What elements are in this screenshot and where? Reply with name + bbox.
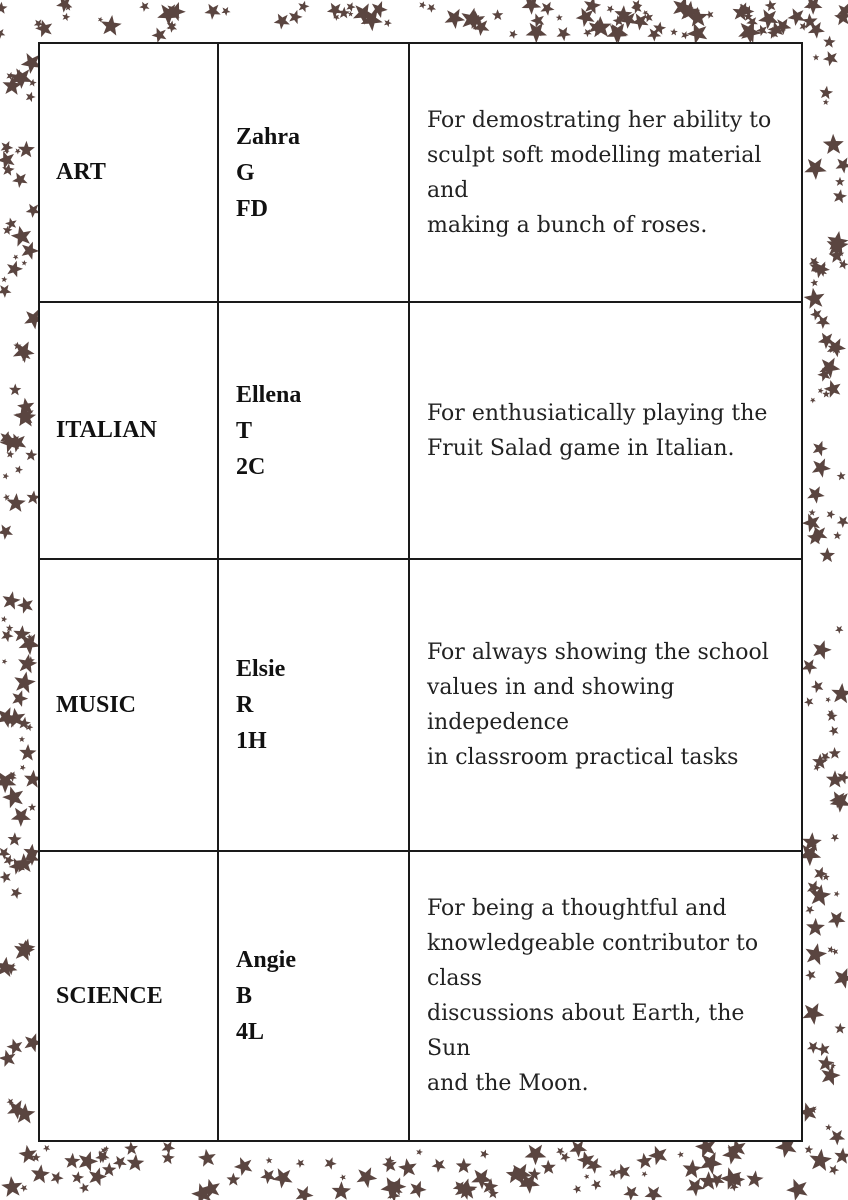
star-icon: [272, 1168, 293, 1188]
star-icon: [826, 770, 844, 787]
star-icon: [113, 1156, 127, 1170]
star-icon: [456, 1158, 472, 1173]
student-class: 4L: [236, 1019, 265, 1045]
star-icon: [836, 158, 848, 174]
reason-line: For demostrating her ability to: [427, 107, 772, 133]
star-icon: [162, 1151, 175, 1164]
student-cell: [218, 43, 409, 302]
star-icon: [3, 591, 21, 609]
star-icon: [786, 1179, 807, 1200]
student-initial: G: [236, 159, 255, 186]
reason-line: values in and showing indepedence: [427, 675, 675, 735]
star-icon: [15, 466, 23, 474]
star-icon: [11, 808, 31, 827]
star-icon: [683, 1159, 702, 1178]
star-icon: [817, 1043, 830, 1056]
star-icon: [642, 1171, 648, 1177]
student-cell: [218, 302, 409, 559]
star-icon: [14, 672, 36, 694]
star-icon: [807, 486, 825, 503]
star-icon: [834, 1148, 848, 1164]
star-icon: [823, 51, 838, 66]
star-icon: [25, 449, 37, 461]
star-icon: [79, 1183, 89, 1193]
star-icon: [827, 338, 846, 357]
star-icon: [327, 3, 343, 18]
star-icon: [26, 724, 33, 732]
star-icon: [7, 1039, 23, 1055]
reason-line: discussions about Earth, the Sun: [427, 1001, 745, 1061]
reason-line: For enthusiatically playing the: [427, 400, 768, 426]
star-icon: [480, 1150, 489, 1159]
star-icon: [102, 1162, 116, 1176]
star-icon: [557, 27, 571, 41]
star-icon: [556, 14, 563, 21]
subject-cell: ITALIAN: [39, 302, 218, 559]
star-icon: [419, 1, 426, 9]
star-icon: [416, 1149, 423, 1156]
star-icon: [835, 626, 843, 634]
star-icon: [12, 690, 28, 707]
star-icon: [0, 285, 12, 298]
star-icon: [445, 9, 466, 29]
star-icon: [20, 765, 26, 771]
star-icon: [829, 726, 839, 736]
reason-line: in classroom practical tasks: [427, 745, 739, 770]
student-class: 2C: [236, 453, 266, 480]
awards-table: [38, 42, 803, 1142]
star-icon: [432, 1159, 446, 1173]
star-icon: [591, 1180, 602, 1191]
subject-cell: SCIENCE: [39, 851, 218, 1141]
student-first-name: Ellena: [236, 381, 302, 408]
star-icon: [29, 79, 37, 87]
star-icon: [64, 1153, 80, 1169]
student-first-name: Elsie: [236, 656, 286, 682]
star-icon: [834, 968, 848, 989]
star-icon: [812, 458, 831, 477]
star-icon: [615, 1164, 631, 1180]
star-icon: [804, 288, 825, 309]
star-icon: [804, 158, 826, 180]
star-icon: [584, 1174, 590, 1180]
reason-line: sculpt soft modelling material and: [427, 142, 762, 203]
star-icon: [756, 25, 767, 36]
star-icon: [31, 1164, 50, 1183]
star-icon: [560, 1152, 570, 1162]
star-icon: [198, 1149, 216, 1167]
star-icon: [227, 1173, 241, 1186]
star-icon: [833, 189, 847, 203]
student-first-name: Zahra: [236, 123, 301, 150]
star-icon: [645, 1186, 663, 1200]
star-icon: [43, 1145, 50, 1152]
star-icon: [509, 30, 518, 39]
star-icon: [384, 19, 392, 27]
star-icon: [837, 471, 846, 480]
subject-cell: MUSIC: [39, 559, 218, 851]
star-icon: [12, 173, 28, 189]
star-icon: [325, 1157, 337, 1170]
star-icon: [829, 1165, 839, 1175]
star-icon: [204, 4, 220, 20]
student-initial: T: [236, 417, 253, 444]
star-icon: [221, 7, 230, 16]
student-initial: R: [236, 692, 254, 718]
star-icon: [22, 242, 40, 260]
star-icon: [648, 1146, 667, 1166]
star-icon: [7, 261, 23, 278]
star-icon: [5, 218, 17, 230]
star-icon: [522, 0, 542, 15]
star-icon: [152, 28, 167, 43]
reason-line: making a bunch of roses.: [427, 212, 708, 238]
star-icon: [805, 1145, 814, 1154]
star-icon: [825, 697, 831, 703]
star-icon: [22, 260, 28, 266]
star-icon: [62, 13, 70, 21]
star-icon: [89, 1168, 107, 1187]
star-icon: [1, 1176, 22, 1197]
star-icon: [829, 1130, 845, 1145]
star-icon: [811, 680, 824, 693]
student-initial: B: [236, 983, 253, 1009]
reason-cell: [409, 559, 802, 851]
star-icon: [810, 279, 818, 287]
reason-cell: [409, 302, 802, 559]
star-icon: [809, 1149, 832, 1171]
star-icon: [3, 473, 9, 480]
student-first-name: Angie: [236, 947, 296, 973]
star-icon: [19, 744, 36, 761]
star-icon: [813, 640, 832, 659]
star-icon: [1, 630, 14, 643]
star-icon: [0, 29, 5, 39]
star-icon: [525, 1145, 547, 1166]
star-icon: [631, 2, 642, 13]
star-icon: [18, 141, 35, 158]
star-icon: [382, 1158, 397, 1173]
star-icon: [677, 1151, 684, 1158]
subject-cell: ART: [39, 43, 218, 302]
star-icon: [296, 1186, 314, 1200]
star-icon: [8, 832, 22, 846]
star-icon: [260, 1169, 275, 1184]
star-icon: [823, 99, 829, 105]
star-icon: [823, 36, 835, 48]
star-icon: [820, 86, 834, 100]
reason-line: knowledgeable contributor to class: [427, 931, 759, 991]
star-icon: [124, 1141, 138, 1155]
star-icon: [820, 547, 835, 562]
star-icon: [738, 21, 761, 43]
star-icon: [835, 1023, 846, 1034]
star-icon: [1, 276, 7, 282]
star-icon: [813, 441, 828, 457]
star-icon: [802, 1003, 824, 1025]
star-icon: [833, 531, 841, 539]
star-icon: [825, 1124, 832, 1131]
star-icon: [623, 1186, 638, 1200]
star-icon: [827, 510, 836, 519]
star-icon: [0, 2, 8, 14]
star-icon: [670, 28, 678, 35]
star-icon: [2, 659, 8, 665]
star-icon: [788, 8, 806, 26]
student-class: 1H: [236, 728, 267, 754]
star-icon: [804, 697, 814, 707]
star-icon: [18, 654, 37, 673]
star-icon: [234, 1157, 252, 1176]
star-icon: [266, 1157, 273, 1164]
star-icon: [746, 1170, 763, 1187]
star-icon: [687, 23, 708, 44]
star-icon: [79, 1151, 98, 1171]
star-icon: [410, 1181, 427, 1198]
star-icon: [835, 177, 845, 186]
star-icon: [822, 390, 830, 398]
star-icon: [13, 255, 19, 261]
star-icon: [289, 10, 303, 24]
student-class: FD: [236, 195, 268, 222]
table-row: [39, 43, 802, 302]
star-icon: [19, 736, 25, 742]
reason-line: Fruit Salad game in Italian.: [427, 435, 735, 461]
student-cell: [218, 559, 409, 851]
star-icon: [837, 516, 848, 528]
star-icon: [584, 0, 601, 14]
star-icon: [139, 2, 149, 12]
star-icon: [15, 148, 21, 154]
star-icon: [298, 1, 309, 13]
star-icon: [346, 2, 355, 12]
table-row: [39, 302, 802, 559]
star-icon: [427, 4, 436, 13]
star-icon: [816, 315, 830, 329]
star-icon: [813, 54, 820, 61]
star-icon: [26, 92, 36, 102]
reason-line: For being a thoughtful and: [427, 896, 727, 921]
star-icon: [72, 1171, 84, 1184]
star-icon: [802, 659, 818, 674]
star-icon: [829, 747, 841, 759]
star-icon: [13, 342, 35, 364]
star-icon: [823, 134, 844, 154]
star-icon: [11, 226, 31, 247]
star-icon: [573, 1185, 582, 1194]
star-icon: [1, 616, 7, 623]
reason-line: and the Moon.: [427, 1071, 589, 1096]
star-icon: [831, 683, 848, 703]
star-icon: [806, 918, 825, 936]
star-icon: [398, 1158, 417, 1177]
star-icon: [653, 22, 666, 35]
star-icon: [0, 151, 15, 169]
star-icon: [806, 943, 828, 965]
star-icon: [807, 1042, 820, 1054]
star-icon: [17, 597, 33, 614]
star-icon: [9, 384, 21, 396]
star-icon: [805, 906, 814, 915]
star-icon: [804, 0, 823, 15]
star-icon: [296, 1159, 305, 1168]
table-row: [39, 851, 802, 1141]
star-icon: [821, 1066, 840, 1086]
star-icon: [809, 509, 816, 516]
student-cell: [218, 851, 409, 1141]
star-icon: [0, 525, 13, 540]
table-row: [39, 559, 802, 851]
star-icon: [1, 141, 14, 154]
star-icon: [828, 912, 846, 929]
star-icon: [11, 887, 23, 899]
star-icon: [28, 803, 36, 811]
star-icon: [340, 1174, 346, 1181]
star-icon: [609, 1169, 619, 1179]
star-icon: [686, 1178, 705, 1196]
star-icon: [541, 1160, 556, 1174]
star-icon: [274, 14, 290, 30]
star-icon: [681, 31, 689, 39]
star-icon: [492, 9, 503, 20]
star-icon: [51, 1171, 64, 1184]
star-icon: [357, 1167, 378, 1188]
star-icon: [540, 2, 554, 16]
star-icon: [332, 1181, 351, 1200]
reason-cell: [409, 851, 802, 1141]
star-icon: [20, 1185, 28, 1193]
reason-line: For always showing the school: [427, 640, 769, 665]
reason-cell: [409, 43, 802, 302]
star-icon: [805, 970, 816, 981]
star-icon: [0, 871, 11, 883]
star-icon: [834, 891, 840, 897]
star-icon: [127, 1154, 145, 1171]
star-icon: [101, 15, 122, 36]
star-icon: [607, 5, 615, 13]
star-icon: [831, 834, 840, 842]
star-icon: [810, 398, 816, 404]
star-icon: [765, 0, 777, 11]
star-icon: [6, 493, 25, 512]
